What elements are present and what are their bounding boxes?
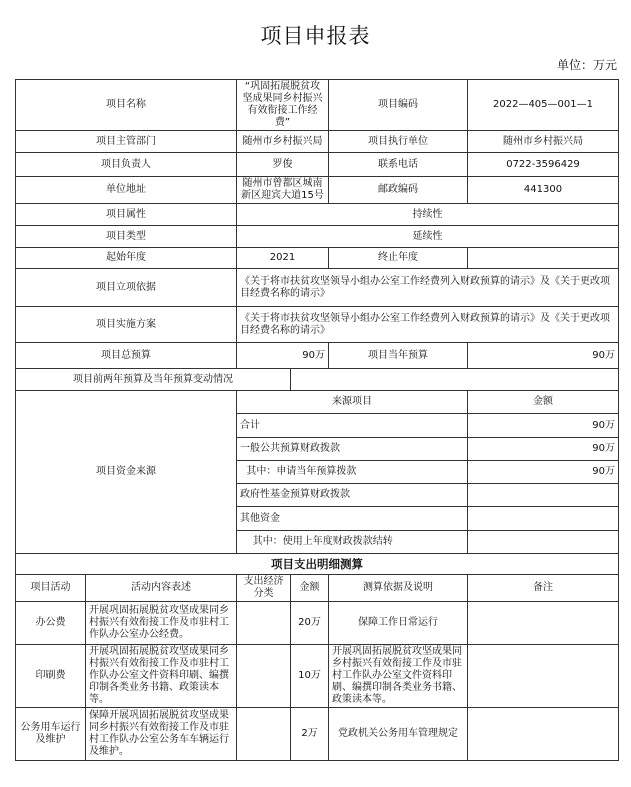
form-title: 项目申报表 xyxy=(260,24,371,48)
expense-note xyxy=(468,602,619,645)
expense-basis: 党政机关公务用车管理规定 xyxy=(329,708,468,761)
address-label: 单位地址 xyxy=(16,177,237,204)
fund-source-name: 其中：申请当年预算拨款 xyxy=(237,461,468,484)
fund-source-amount: 90万 xyxy=(468,461,619,484)
expense-amount: 10万 xyxy=(291,645,329,708)
project-code-label: 项目编码 xyxy=(329,80,468,131)
type-value: 延续性 xyxy=(237,226,619,248)
expense-header-activity: 项目活动 xyxy=(16,575,86,602)
leader-value: 罗俊 xyxy=(237,153,329,177)
project-name-value: “巩固拓展脱贫攻坚成果同乡村振兴有效衔接工作经费” xyxy=(237,80,329,131)
funds-source-label: 项目资金来源 xyxy=(16,391,237,554)
expense-note xyxy=(468,645,619,708)
expense-header-category: 支出经济分类 xyxy=(237,575,291,602)
basis-label: 项目立项依据 xyxy=(16,269,237,307)
year-budget-label: 项目当年预算 xyxy=(329,343,468,369)
unit-label: 单位：万元 xyxy=(556,58,617,72)
fund-source-name: 一般公共预算财政拨款 xyxy=(237,438,468,461)
fund-source-name: 其中：使用上年度财政拨款结转 xyxy=(237,531,468,554)
amount-header: 金额 xyxy=(468,391,619,414)
expense-activity: 印刷费 xyxy=(16,645,86,708)
attribute-value: 持续性 xyxy=(237,204,619,226)
address-value: 随州市曾都区城南新区迎宾大道15号 xyxy=(237,177,329,204)
type-label: 项目类型 xyxy=(16,226,237,248)
start-year-label: 起始年度 xyxy=(16,248,237,269)
expense-content: 开展巩固拓展脱贫攻坚成果同乡村振兴有效衔接工作及市驻村工作队办公室办公经费。 xyxy=(86,602,237,645)
end-year-value xyxy=(468,248,619,269)
expense-section-title: 项目支出明细测算 xyxy=(16,554,619,575)
start-year-value: 2021 xyxy=(237,248,329,269)
expense-activity: 公务用车运行及维护 xyxy=(16,708,86,761)
expense-category xyxy=(237,602,291,645)
postcode-label: 邮政编码 xyxy=(329,177,468,204)
total-budget-label: 项目总预算 xyxy=(16,343,237,369)
dept-label: 项目主管部门 xyxy=(16,131,237,153)
expense-header-note: 备注 xyxy=(468,575,619,602)
fund-source-amount: 90万 xyxy=(468,414,619,438)
source-header: 来源项目 xyxy=(237,391,468,414)
expense-basis: 开展巩固拓展脱贫攻坚成果同乡村振兴有效衔接工作及市驻村工作队办公室文件资料印刷、编撰印制各类业务书籍、政策读本等。 xyxy=(329,645,468,708)
expense-category xyxy=(237,645,291,708)
attribute-label: 项目属性 xyxy=(16,204,237,226)
budget-change-value xyxy=(291,369,619,391)
plan-value: 《关于将市扶贫攻坚领导小组办公室工作经费列入财政预算的请示》及《关于更改项目经费名称的请示》 xyxy=(237,307,619,343)
expense-note xyxy=(468,708,619,761)
postcode-value: 441300 xyxy=(468,177,619,204)
total-budget-value: 90万 xyxy=(237,343,329,369)
expense-amount: 20万 xyxy=(291,602,329,645)
fund-source-name: 政府性基金预算财政拨款 xyxy=(237,484,468,507)
exec-unit-label: 项目执行单位 xyxy=(329,131,468,153)
expense-header-amount: 金额 xyxy=(291,575,329,602)
year-budget-value: 90万 xyxy=(468,343,619,369)
fund-source-name: 合计 xyxy=(237,414,468,438)
leader-label: 项目负责人 xyxy=(16,153,237,177)
fund-source-amount: 90万 xyxy=(468,438,619,461)
expense-amount: 2万 xyxy=(291,708,329,761)
project-application-table xyxy=(15,79,619,761)
expense-basis: 保障工作日常运行 xyxy=(329,602,468,645)
phone-value: 0722-3596429 xyxy=(468,153,619,177)
fund-source-amount xyxy=(468,484,619,507)
project-code-value: 2022—405—001—1 xyxy=(468,80,619,131)
exec-unit-value: 随州市乡村振兴局 xyxy=(468,131,619,153)
expense-content: 开展巩固拓展脱贫攻坚成果同乡村振兴有效衔接工作及市驻村工作队办公室文件资料印刷、编撰印制各类业务书籍、政策读本等。 xyxy=(86,645,237,708)
expense-activity: 办公费 xyxy=(16,602,86,645)
budget-change-label: 项目前两年预算及当年预算变动情况 xyxy=(16,369,291,391)
fund-source-amount xyxy=(468,531,619,554)
fund-source-amount xyxy=(468,507,619,531)
project-name-label: 项目名称 xyxy=(16,80,237,131)
expense-content: 保障开展巩固拓展脱贫攻坚成果同乡村振兴有效衔接工作及市驻村工作队办公室公务车车辆运行及维护。 xyxy=(86,708,237,761)
plan-label: 项目实施方案 xyxy=(16,307,237,343)
dept-value: 随州市乡村振兴局 xyxy=(237,131,329,153)
fund-source-name: 其他资金 xyxy=(237,507,468,531)
expense-header-content: 活动内容表述 xyxy=(86,575,237,602)
expense-category xyxy=(237,708,291,761)
basis-value: 《关于将市扶贫攻坚领导小组办公室工作经费列入财政预算的请示》及《关于更改项目经费名称的请示》 xyxy=(237,269,619,307)
phone-label: 联系电话 xyxy=(329,153,468,177)
end-year-label: 终止年度 xyxy=(329,248,468,269)
expense-header-basis: 测算依据及说明 xyxy=(329,575,468,602)
